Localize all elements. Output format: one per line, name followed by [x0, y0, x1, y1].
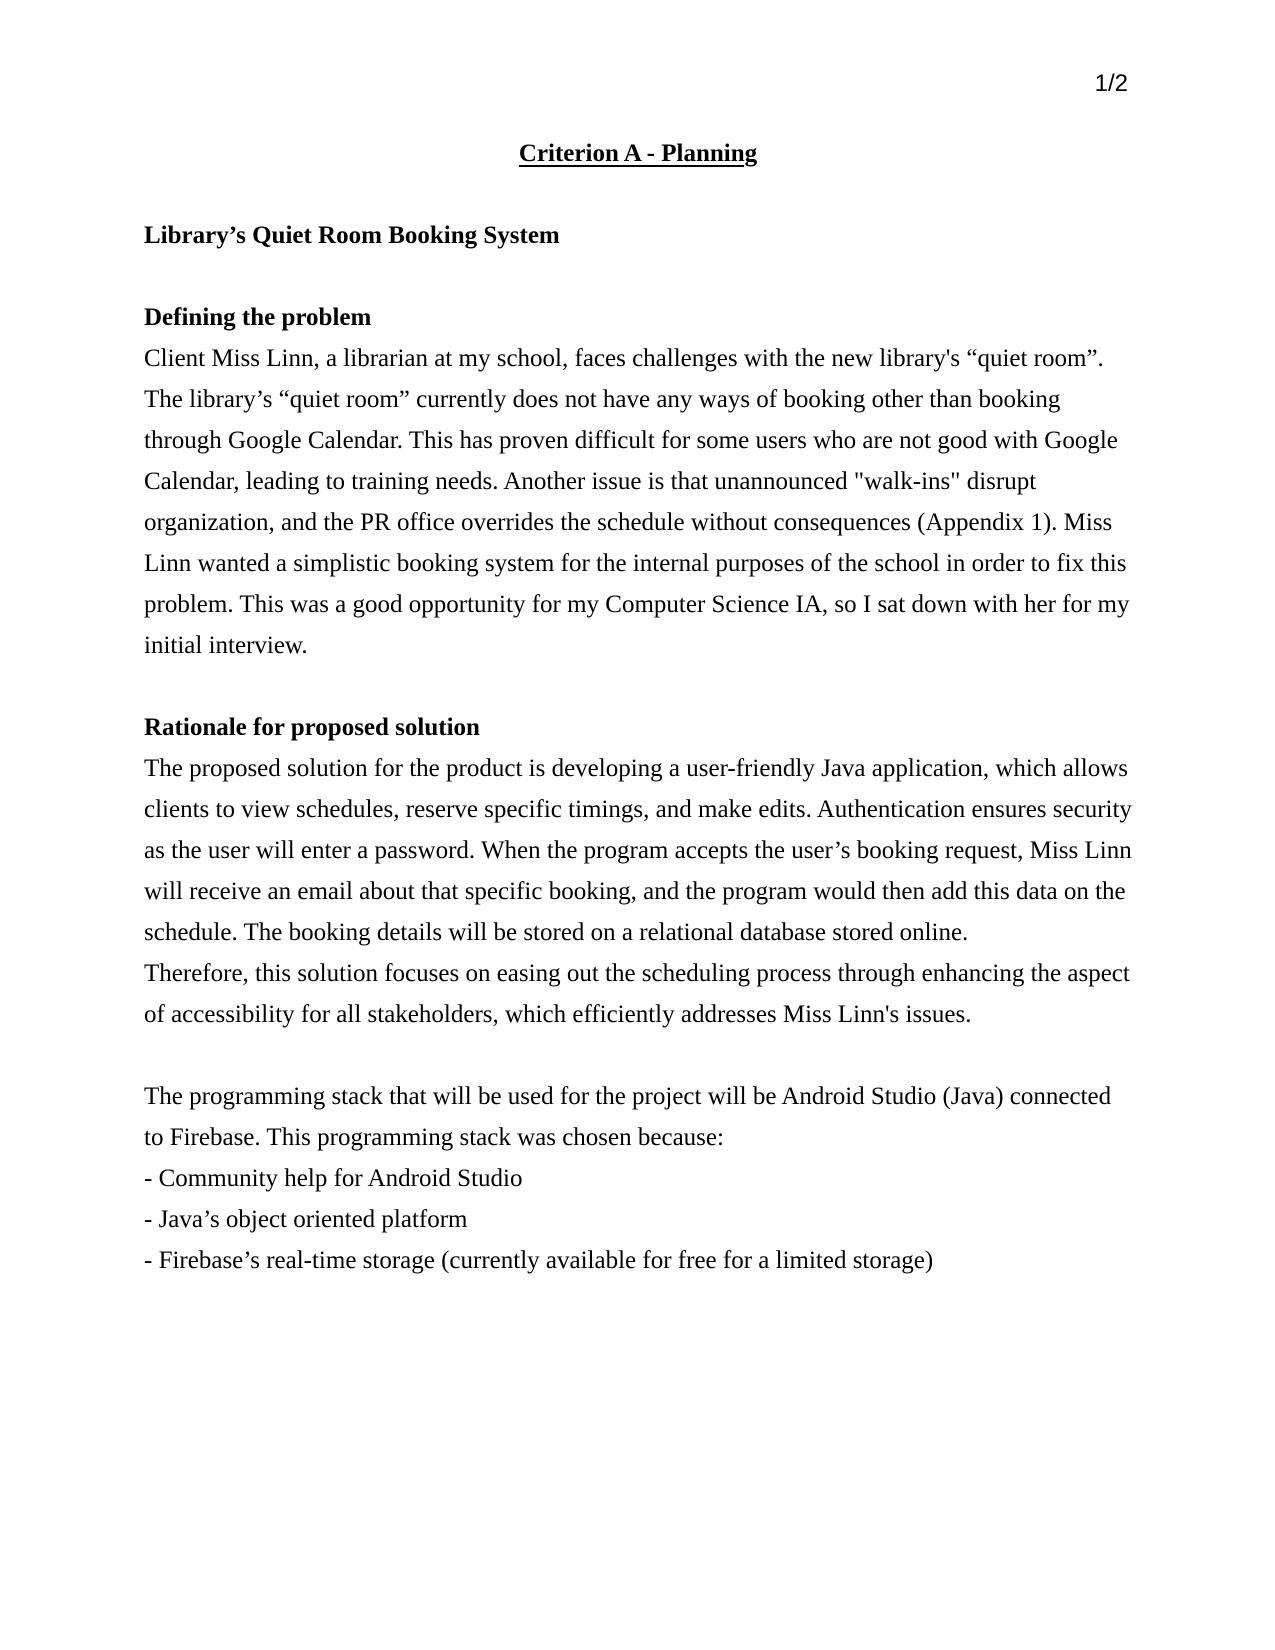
spacer	[144, 256, 1132, 297]
paragraph-rationale-conclusion: Therefore, this solution focuses on easing out the scheduling process through enhancing the aspect of accessibility for all stakeholders, which efficiently addresses Miss Linn's issues.	[144, 960, 1130, 1028]
paragraph-programming-stack: The programming stack that will be used for the project will be Android Studio (Java) connected to Firebase. This programming stack was chosen because:	[144, 1083, 1112, 1151]
section-heading-rationale: Rationale for proposed solution	[144, 714, 480, 741]
spacer	[144, 1035, 1132, 1076]
section-heading-defining-the-problem: Defining the problem	[144, 304, 372, 331]
main-heading: Library’s Quiet Room Booking System	[144, 222, 560, 249]
document-content	[144, 133, 1132, 1281]
list-item-java-oop: - Java’s object oriented platform	[144, 1206, 468, 1233]
spacer	[144, 174, 1132, 215]
document-title-text: Criterion A - Planning	[518, 140, 758, 167]
list-item-firebase-storage: - Firebase’s real-time storage (currently available for free for a limited storage)	[144, 1247, 934, 1274]
spacer	[144, 666, 1132, 707]
document-title	[144, 133, 1132, 174]
paragraph-rationale-solution: The proposed solution for the product is developing a user-friendly Java application, which allows clients to view schedules, reserve specific timings, and make edits. Authentication ensures security as the user will enter a password. When the program accepts the user’s booking request, Miss Linn will receive an email about that specific booking, and the program would then add this data on the schedule. The booking details will be stored on a relational database stored online.	[144, 755, 1132, 946]
page-number: 1/2	[1094, 70, 1128, 97]
paragraph-defining-the-problem: Client Miss Linn, a librarian at my school, faces challenges with the new library's “quiet room”. The library’s “quiet room” currently does not have any ways of booking other than booking through Google Calendar. This has proven difficult for some users who are not good with Google Calendar, leading to training needs. Another issue is that unannounced "walk-ins" disrupt organization, and the PR office overrides the schedule without consequences (Appendix 1). Miss Linn wanted a simplistic booking system for the internal purposes of the school in order to fix this problem. This was a good opportunity for my Computer Science IA, so I sat down with her for my initial interview.	[144, 345, 1130, 659]
list-item-community-help: - Community help for Android Studio	[144, 1165, 523, 1192]
